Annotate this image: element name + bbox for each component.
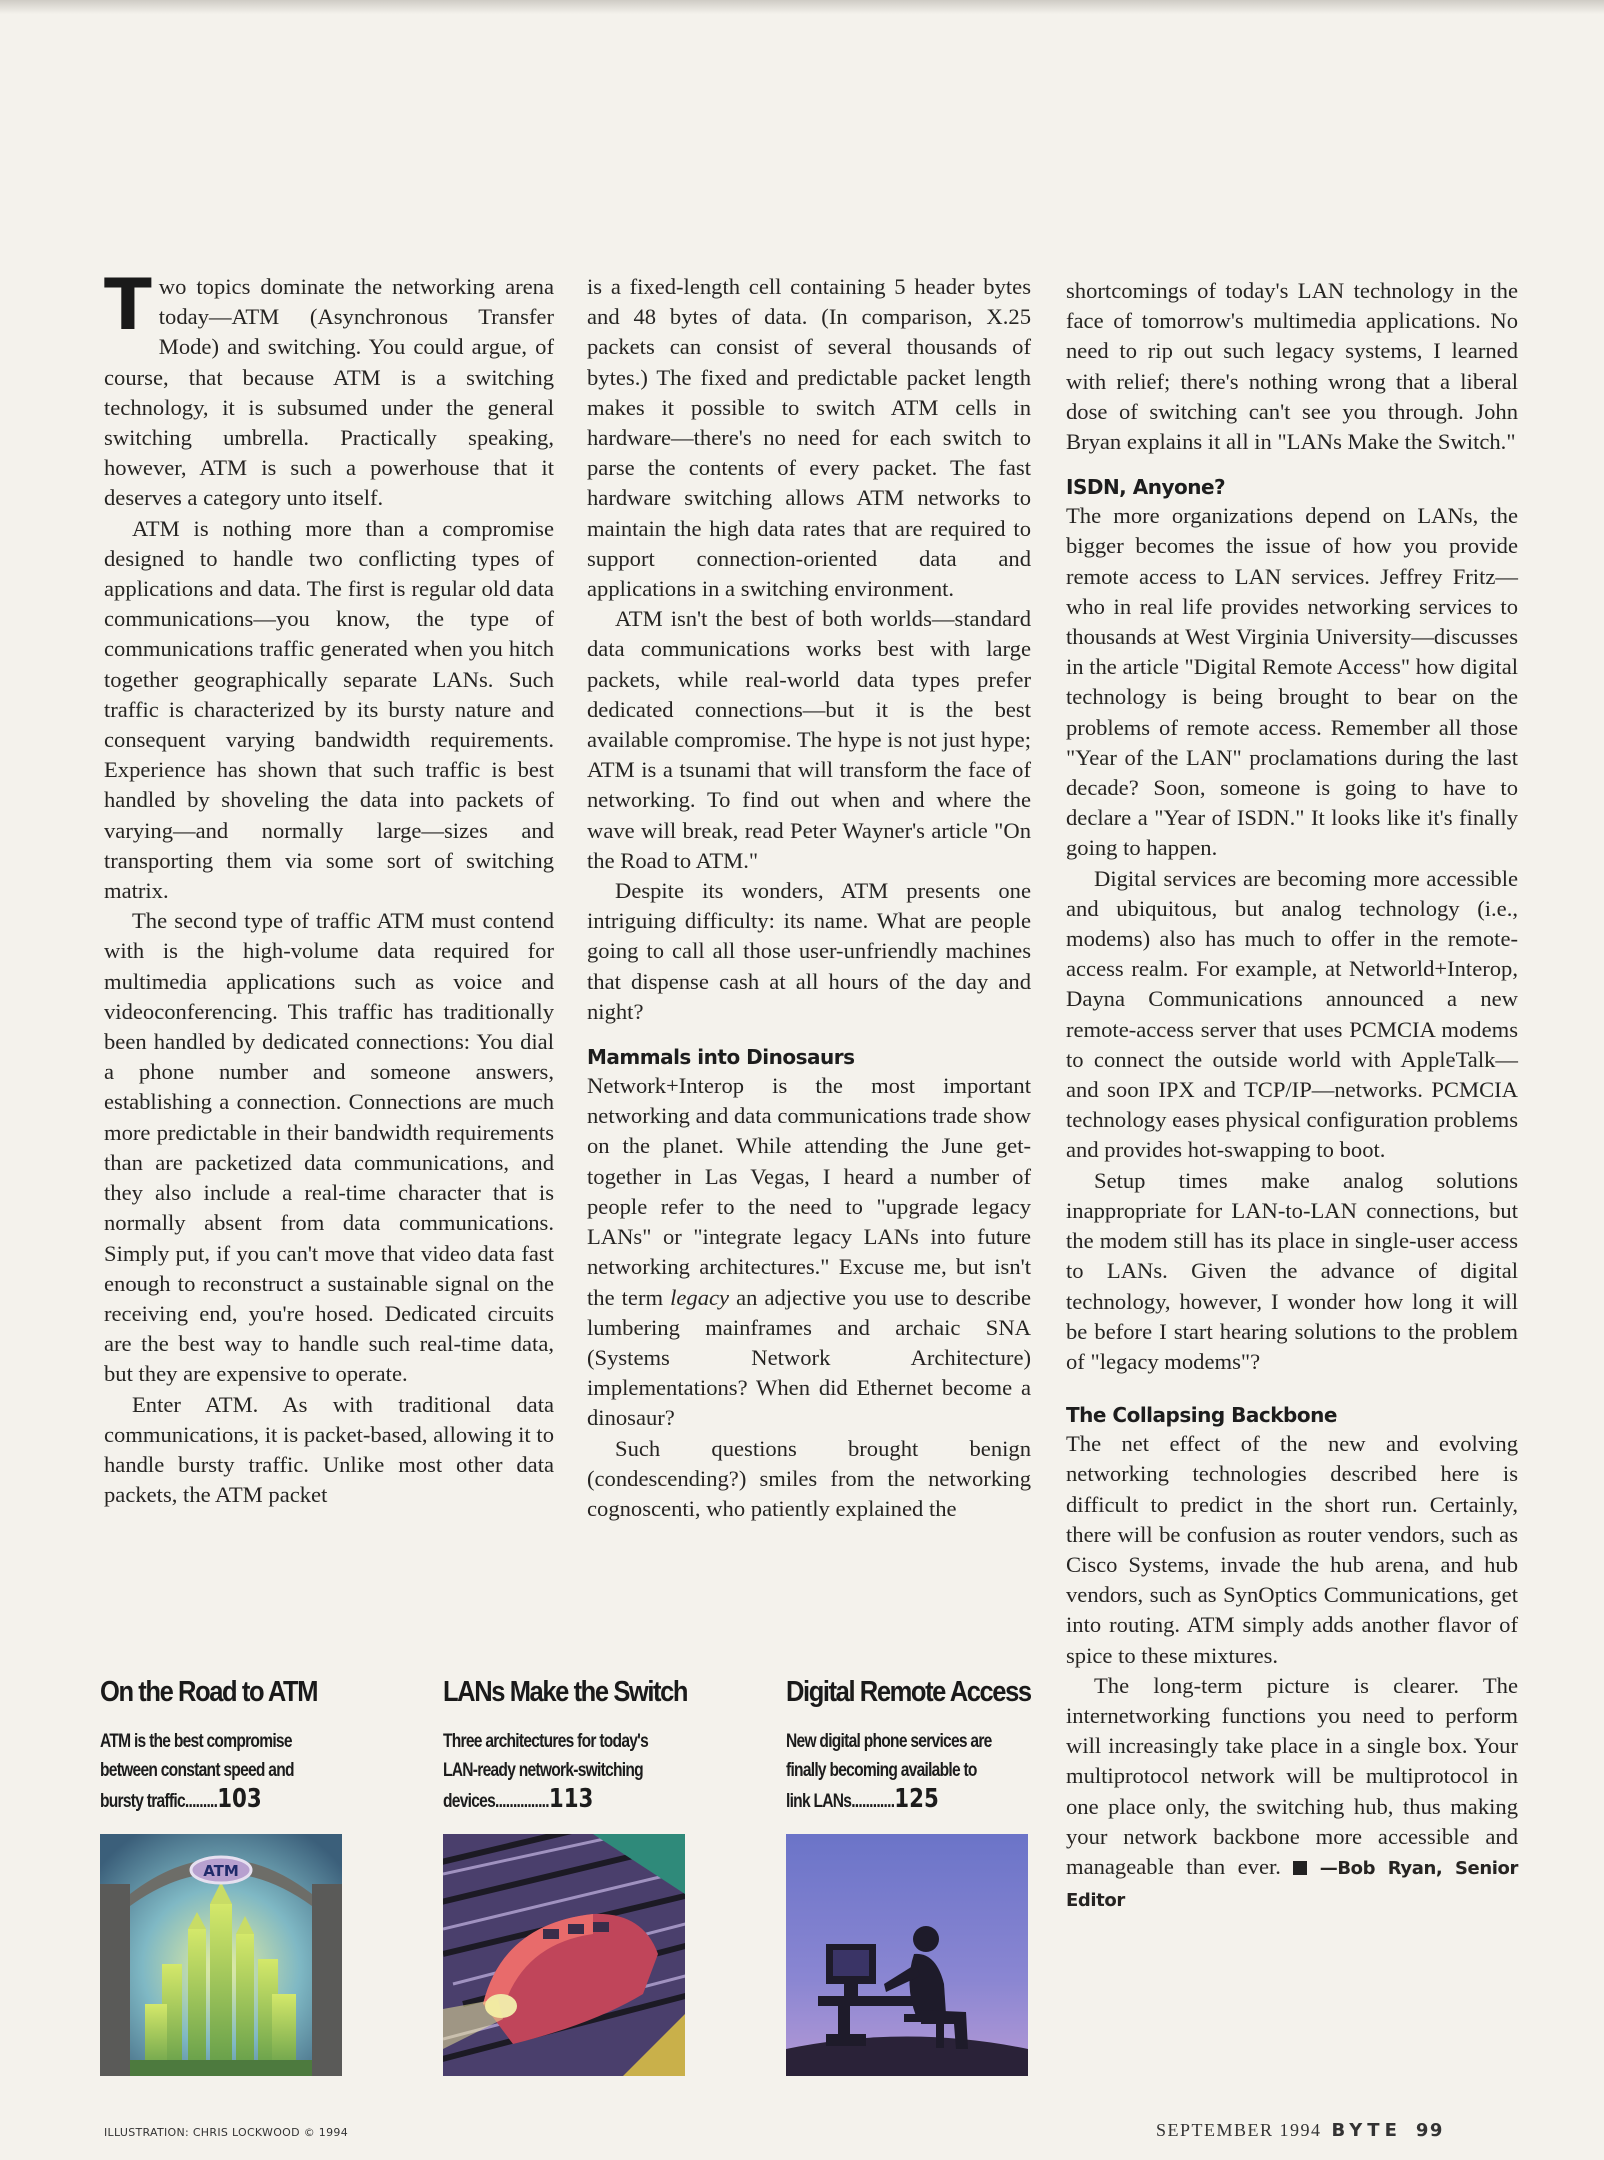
author-signature: —Bob Ryan, Senior Editor — [1066, 1857, 1518, 1912]
feature-teaser-atm[interactable] — [100, 1676, 345, 1880]
feature-title[interactable]: On the Road to ATM — [100, 1676, 318, 1708]
drop-cap: T — [104, 264, 152, 346]
article-paragraph: Such questions brought benign (condescending?) smiles from the networking cognoscenti, who patiently explained the — [587, 1435, 1031, 1521]
feature-page-number[interactable]: 113 — [548, 1784, 594, 1814]
feature-description: Three architectures for today's LAN-ready network-switching devices...............113 — [443, 1731, 649, 1814]
section-heading-backbone: The Collapsing Backbone — [1066, 1403, 1337, 1428]
feature-teaser-lans[interactable] — [443, 1676, 688, 1816]
article-paragraph: The second type of traffic ATM must contend with is the high-volume data required for multimedia applications such as voice and videoconferencing. This traffic has traditionally been handled by dedicated connections: You dial a phone number and someone answers, establishing a connection. Connections are much more predictable in their bandwidth requirements than are packetized data communications, and they also include a real-time character that is normally absent from data communications. Simply put, if you can't move that video data fast enough to reconstruct a sustainable signal on the receiving end, you're hosed. Dedicated circuits are the best way to handle such real-time data, but they are expensive to operate. — [104, 908, 554, 1387]
end-mark-icon — [1293, 1861, 1307, 1875]
magazine-name: BYTE — [1331, 2120, 1402, 2141]
feature-description: ATM is the best compromise between constant speed and bursty traffic.........103 — [100, 1731, 294, 1814]
article-column-2 — [587, 272, 1031, 1524]
article-paragraph: is a fixed-length cell containing 5 header bytes and 48 bytes of data. (In comparison, X.25 packets can consist of several thousands of bytes.) The fixed and predictable packet length makes it possible to switch ATM cells in hardware—there's no need for each switch to parse the contents of every packet. The fast hardware switching allows ATM networks to maintain the high data rates that are required to support connection-oriented data and applications in a switching environment. — [587, 274, 1031, 602]
feature-title[interactable]: LANs Make the Switch — [443, 1676, 688, 1708]
page-folio — [1156, 2120, 1444, 2141]
article-paragraph: The long-term picture is clearer. The internetworking functions you need to perform will increasingly take place in a single box. Your multiprotocol network will be multiprotocol in one place only, the switching hub, thus making your network backbone more accessible and manageable than ever. —Bob Ryan, Senior Editor — [1066, 1672, 1518, 1912]
feature-teaser-digital[interactable] — [786, 1676, 1031, 1816]
section-heading-mammals: Mammals into Dinosaurs — [587, 1045, 855, 1070]
article-paragraph: The net effect of the new and evolving networking technologies described here is difficult to predict in the short run. Certainly, there will be confusion as router vendors, such as Cisco Systems, invade the hub arena, and hub vendors, such as SynOptics Communications, get into routing. ATM simply adds another flavor of spice to these mixtures. — [1066, 1431, 1518, 1668]
feature-page-number[interactable]: 103 — [217, 1784, 262, 1814]
feature-description: New digital phone services are finally becoming available to link LANs............125 — [786, 1731, 992, 1814]
article-paragraph: Two topics dominate the networking arena today—ATM (Asynchronous Transfer Mode) and switching. You could argue, of course, that because ATM is a switching technology, it is subsumed under the general switching umbrella. Practically speaking, however, ATM is such a powerhouse that it deserves a category unto itself. — [104, 264, 554, 511]
article-paragraph: shortcomings of today's LAN technology in the face of tomorrow's multimedia applications. No need to rip out such legacy systems, I learned with relief; there's nothing wrong that a liberal dose of switching can't see you through. John Bryan explains it all in "LANs Make the Switch." — [1066, 278, 1518, 455]
feature-illustration-remote-user — [786, 1834, 1028, 2076]
feature-page-number[interactable]: 125 — [894, 1784, 939, 1814]
feature-illustration-atm-city — [100, 1834, 342, 2076]
illustration-credit: ILLUSTRATION: CHRIS LOCKWOOD © 1994 — [104, 2126, 348, 2139]
section-heading-isdn: ISDN, Anyone? — [1066, 475, 1226, 500]
article-paragraph: The more organizations depend on LANs, the bigger becomes the issue of how you provide remote access to LAN services. Jeffrey Fritz—who in real life provides networking services to thousands at West Virginia University—discusses in the article "Digital Remote Access" how digital technology is being brought to bear on the problems of remote access. Remember all those "Year of the LAN" proclamations during the last decade? Soon, someone is going to have to declare a "Year of ISDN." It looks like it's finally going to happen. — [1066, 503, 1519, 861]
article-column-1 — [104, 264, 554, 1510]
page-edge-shadow — [0, 0, 1604, 14]
article-paragraph: Digital services are becoming more accessible and ubiquitous, but analog technology (i.e., modems) also has much to offer in the remote-access realm. For example, at Networld+Interop, Dayna Communications announced a new remote-access server that uses PCMCIA modems to connect the outside world with AppleTalk—and soon IPX and TCP/IP—networks. PCMCIA technology eases physical configuration problems and provides hot-swapping to boot. — [1066, 865, 1518, 1163]
article-paragraph: ATM is nothing more than a compromise designed to handle two conflicting types of applications and data. The first is regular old data communications—you know, the type of communications traffic generated when you hitch together geographically separate LANs. Such traffic is characterized by its bursty nature and consequent varying bandwidth requirements. Experience has shown that such traffic is best handled by shoveling the data into packets of varying—and normally large—sizes and transporting them via some sort of switching matrix. — [104, 515, 554, 904]
article-paragraph: Despite its wonders, ATM presents one intriguing difficulty: its name. What are people going to call all those user-unfriendly machines that dispense cash at all hours of the day and night? — [587, 878, 1031, 1024]
atm-label: ATM — [203, 1862, 239, 1880]
article-column-3 — [1066, 276, 1518, 1916]
article-paragraph: Setup times make analog solutions inappropriate for LAN-to-LAN connections, but the modem still has its place in single-user access to LANs. Given the advance of digital technology, however, I wonder how long it will be before I start hearing solutions to the problem of "legacy modems"? — [1066, 1167, 1518, 1374]
feature-title[interactable]: Digital Remote Access — [786, 1676, 1031, 1708]
article-paragraph: Enter ATM. As with traditional data communications, it is packet-based, allowing it to handle bursty traffic. Unlike most other data packets, the ATM packet — [104, 1391, 554, 1508]
page-number: 99 — [1415, 2120, 1444, 2141]
feature-illustration-train — [443, 1834, 685, 2076]
issue-date: SEPTEMBER 1994 — [1156, 2120, 1322, 2140]
article-paragraph: ATM isn't the best of both worlds—standard data communications works best with large packets, while real-world data types prefer dedicated connections—but it is the best available compromise. The hype is not just hype; ATM is a tsunami that will transform the face of networking. To find out when and where the wave will break, read Peter Wayner's article "On the Road to ATM." — [587, 606, 1031, 873]
article-paragraph: Network+Interop is the most important networking and data communications trade show on the planet. While attending the June get-together in Las Vegas, I heard a number of people refer to the need to "upgrade legacy LANs" or "integrate legacy LANs into future networking architectures." Excuse me, but isn't the term legacy an adjective you use to describe lumbering mainframes and archaic SNA (Systems Network Architecture) implementations? When did Ethernet become a dinosaur? — [587, 1073, 1032, 1431]
